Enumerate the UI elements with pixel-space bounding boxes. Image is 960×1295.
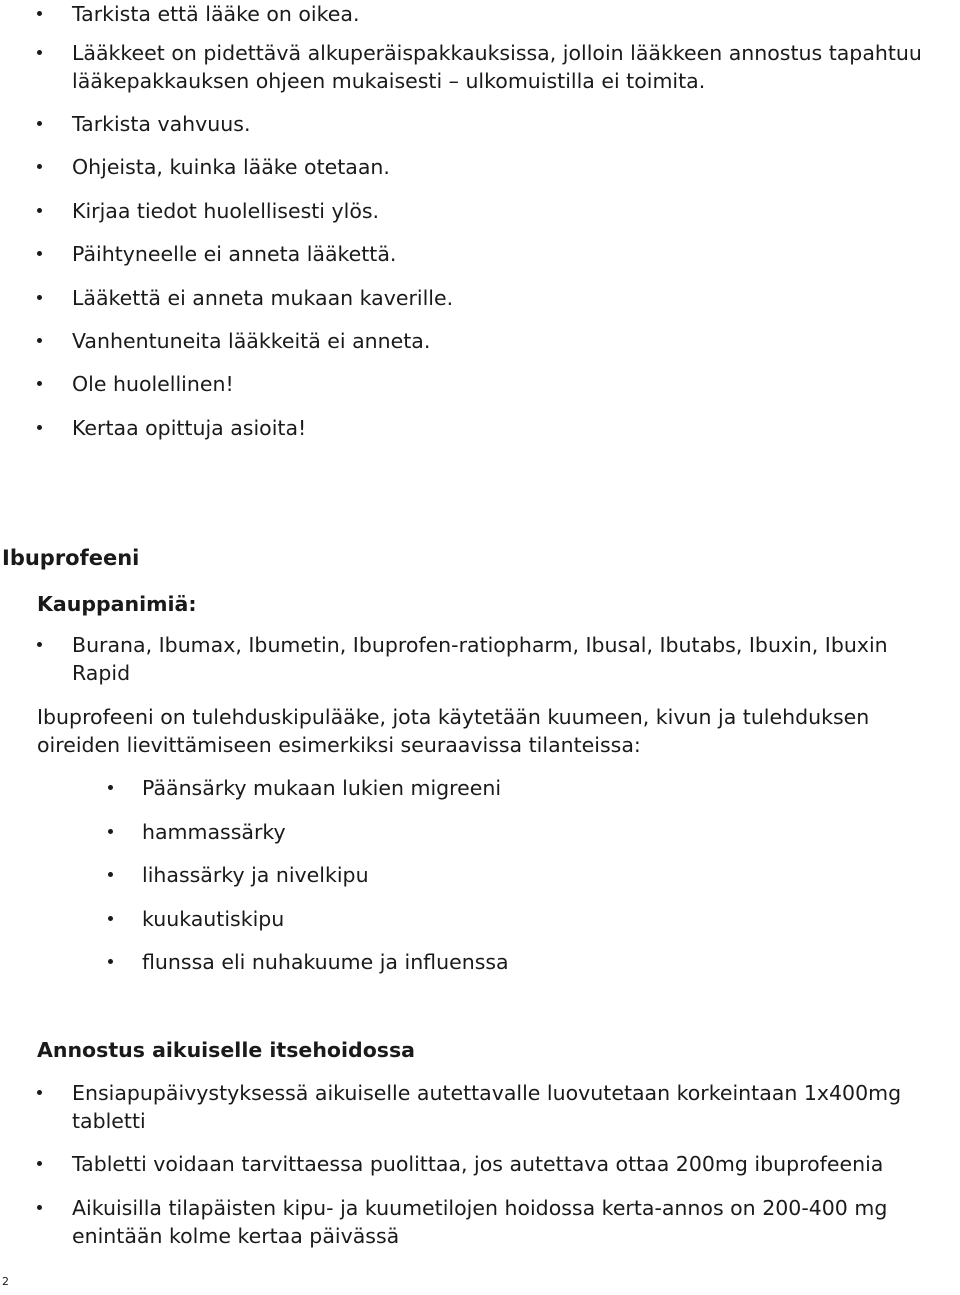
list-item-text: Kertaa opittuja asioita! bbox=[72, 416, 307, 440]
list-item-text: enintään kolme kertaa päivässä bbox=[72, 1224, 400, 1248]
section-title: Ibuprofeeni bbox=[2, 546, 140, 570]
page-number: 2 bbox=[2, 1275, 9, 1288]
bullet-icon bbox=[108, 829, 113, 834]
list-item-text: Lääkkeet on pidettävä alkuperäispakkauksissa, jolloin lääkkeen annostus tapahtuu bbox=[72, 41, 922, 65]
list-item-text: lääkepakkauksen ohjeen mukaisesti – ulkomuistilla ei toimita. bbox=[72, 69, 706, 93]
bullet-icon bbox=[108, 785, 113, 790]
list-item-text: Lääkettä ei anneta mukaan kaverille. bbox=[72, 286, 454, 310]
bullet-icon bbox=[37, 642, 42, 647]
list-item-text: kuukautiskipu bbox=[142, 907, 285, 931]
bullet-icon bbox=[37, 50, 42, 55]
list-item-text: hammassärky bbox=[142, 820, 286, 844]
bullet-icon bbox=[37, 11, 42, 16]
bullet-icon bbox=[37, 295, 42, 300]
bullet-icon bbox=[37, 338, 42, 343]
bullet-icon bbox=[37, 164, 42, 169]
bullet-icon bbox=[37, 1090, 42, 1095]
list-item-text: Vanhentuneita lääkkeitä ei anneta. bbox=[72, 329, 431, 353]
list-item-text: Aikuisilla tilapäisten kipu- ja kuumetilojen hoidossa kerta-annos on 200-400 mg bbox=[72, 1196, 888, 1220]
list-item-text: lihassärky ja nivelkipu bbox=[142, 863, 369, 887]
bullet-icon bbox=[37, 251, 42, 256]
list-item-text: Kirjaa tiedot huolellisesti ylös. bbox=[72, 199, 380, 223]
bullet-icon bbox=[37, 1161, 42, 1166]
list-item-text: Päihtyneelle ei anneta lääkettä. bbox=[72, 242, 397, 266]
bullet-icon bbox=[37, 208, 42, 213]
bullet-icon bbox=[37, 425, 42, 430]
bullet-icon bbox=[37, 1205, 42, 1210]
bullet-icon bbox=[37, 121, 42, 126]
list-item-text: Ensiapupäivystyksessä aikuiselle autettavalle luovutetaan korkeintaan 1x400mg bbox=[72, 1081, 902, 1105]
brands-heading: Kauppanimiä: bbox=[37, 592, 197, 616]
list-item-text: Ohjeista, kuinka lääke otetaan. bbox=[72, 155, 390, 179]
brands-text: Burana, Ibumax, Ibumetin, Ibuprofen-ratiopharm, Ibusal, Ibutabs, Ibuxin, Ibuxin bbox=[72, 633, 888, 657]
bullet-icon bbox=[108, 872, 113, 877]
list-item-text: flunssa eli nuhakuume ja influenssa bbox=[142, 950, 509, 974]
list-item-text: Tarkista että lääke on oikea. bbox=[72, 2, 360, 26]
list-item-text: Ole huolellinen! bbox=[72, 372, 234, 396]
bullet-icon bbox=[108, 916, 113, 921]
brands-text: Rapid bbox=[72, 661, 131, 685]
bullet-icon bbox=[108, 959, 113, 964]
list-item-text: Tabletti voidaan tarvittaessa puolittaa, jos autettava ottaa 200mg ibuprofeenia bbox=[72, 1152, 884, 1176]
description-text: oireiden lievittämiseen esimerkiksi seuraavissa tilanteissa: bbox=[37, 733, 641, 757]
list-item-text: Päänsärky mukaan lukien migreeni bbox=[142, 776, 502, 800]
bullet-icon bbox=[37, 381, 42, 386]
list-item-text: Tarkista vahvuus. bbox=[72, 112, 251, 136]
dosage-heading: Annostus aikuiselle itsehoidossa bbox=[37, 1038, 416, 1062]
description-text: Ibuprofeeni on tulehduskipulääke, jota käytetään kuumeen, kivun ja tulehduksen bbox=[37, 705, 870, 729]
list-item-text: tabletti bbox=[72, 1109, 146, 1133]
